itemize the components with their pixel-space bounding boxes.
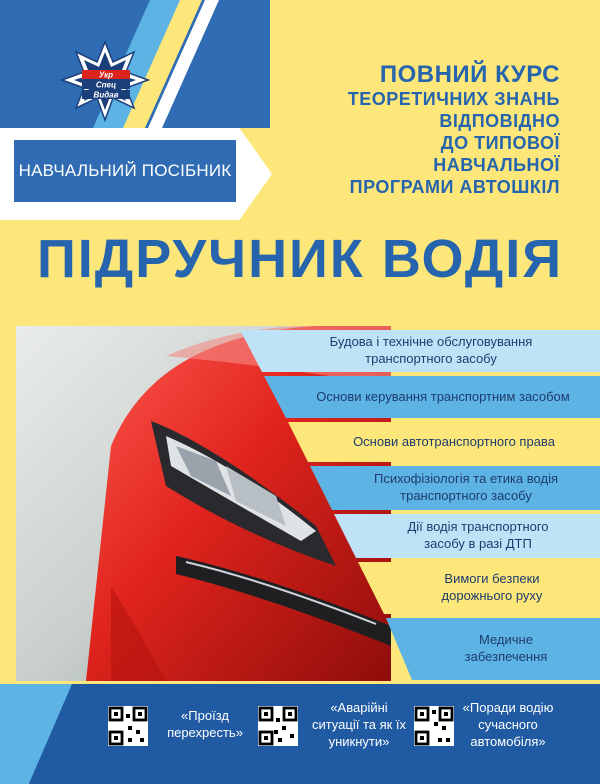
manual-badge — [14, 140, 236, 202]
qr-code-icon[interactable] — [108, 706, 148, 746]
footer-line: автомобіля» — [470, 733, 546, 749]
course-line: ДО ТИПОВОЇ — [440, 133, 560, 154]
topic-transport-law — [308, 422, 600, 462]
logo-text-2: Спец — [95, 80, 117, 90]
course-line: НАВЧАЛЬНОЇ — [433, 155, 560, 176]
book-title: ПІДРУЧНИК ВОДІЯ — [36, 229, 564, 289]
topic-line: Основи автотранспортного права — [353, 433, 555, 449]
topic-line: Дії водія транспортного — [407, 519, 549, 535]
topic-road-safety — [384, 562, 600, 614]
topic-line: дорожнього руху — [441, 588, 543, 603]
footer-line: «Аварійні — [330, 700, 388, 715]
topic-line: Вимоги безпеки — [444, 571, 540, 587]
footer-line: перехресть» — [167, 724, 243, 740]
topic-line: Основи керування транспортним засобом — [316, 388, 570, 404]
badge-label: НАВЧАЛЬНИЙ ПОСІБНИК — [18, 161, 232, 180]
qr-code-icon[interactable] — [414, 706, 454, 746]
publisher-logo-icon — [60, 40, 150, 126]
topic-line: Медичне — [479, 632, 533, 648]
footer-line: «Проїзд — [181, 708, 229, 723]
course-line: ПОВНИЙ КУРС — [379, 61, 560, 88]
footer-item-modern-car-tips — [458, 700, 558, 751]
footer-line: уникнути» — [328, 733, 390, 749]
footer-item-emergency — [300, 700, 418, 751]
topic-line: транспортного засобу — [365, 351, 497, 366]
course-line: ПРОГРАМИ АВТОШКІЛ — [349, 177, 560, 198]
topic-construction — [262, 330, 600, 372]
logo-text-1: Укр — [98, 70, 114, 80]
topic-driving-basics — [286, 376, 600, 418]
qr-code-icon[interactable] — [258, 706, 298, 746]
topic-line: Будова і технічне обслуговування — [329, 334, 533, 350]
topic-line: засобу в разі ДТП — [424, 536, 532, 551]
footer-line: сучасного — [478, 716, 538, 732]
topic-psychophysiology — [332, 466, 600, 510]
topic-line: транспортного засобу — [400, 488, 532, 503]
footer-item-intersections — [160, 708, 250, 742]
course-heading — [300, 60, 560, 199]
topic-line: забезпечення — [464, 649, 548, 664]
topic-line: Психофізіологія та етика водія — [373, 471, 558, 487]
topic-accident-actions — [356, 514, 600, 558]
course-line: ВІДПОВІДНО — [439, 111, 560, 132]
logo-text-3: Видав — [93, 90, 119, 100]
course-line: ТЕОРЕТИЧНИХ ЗНАНЬ — [347, 89, 560, 110]
topic-medical — [412, 618, 600, 680]
footer-line: ситуації та як їх — [311, 716, 407, 732]
footer-line: «Поради водію — [462, 700, 554, 715]
